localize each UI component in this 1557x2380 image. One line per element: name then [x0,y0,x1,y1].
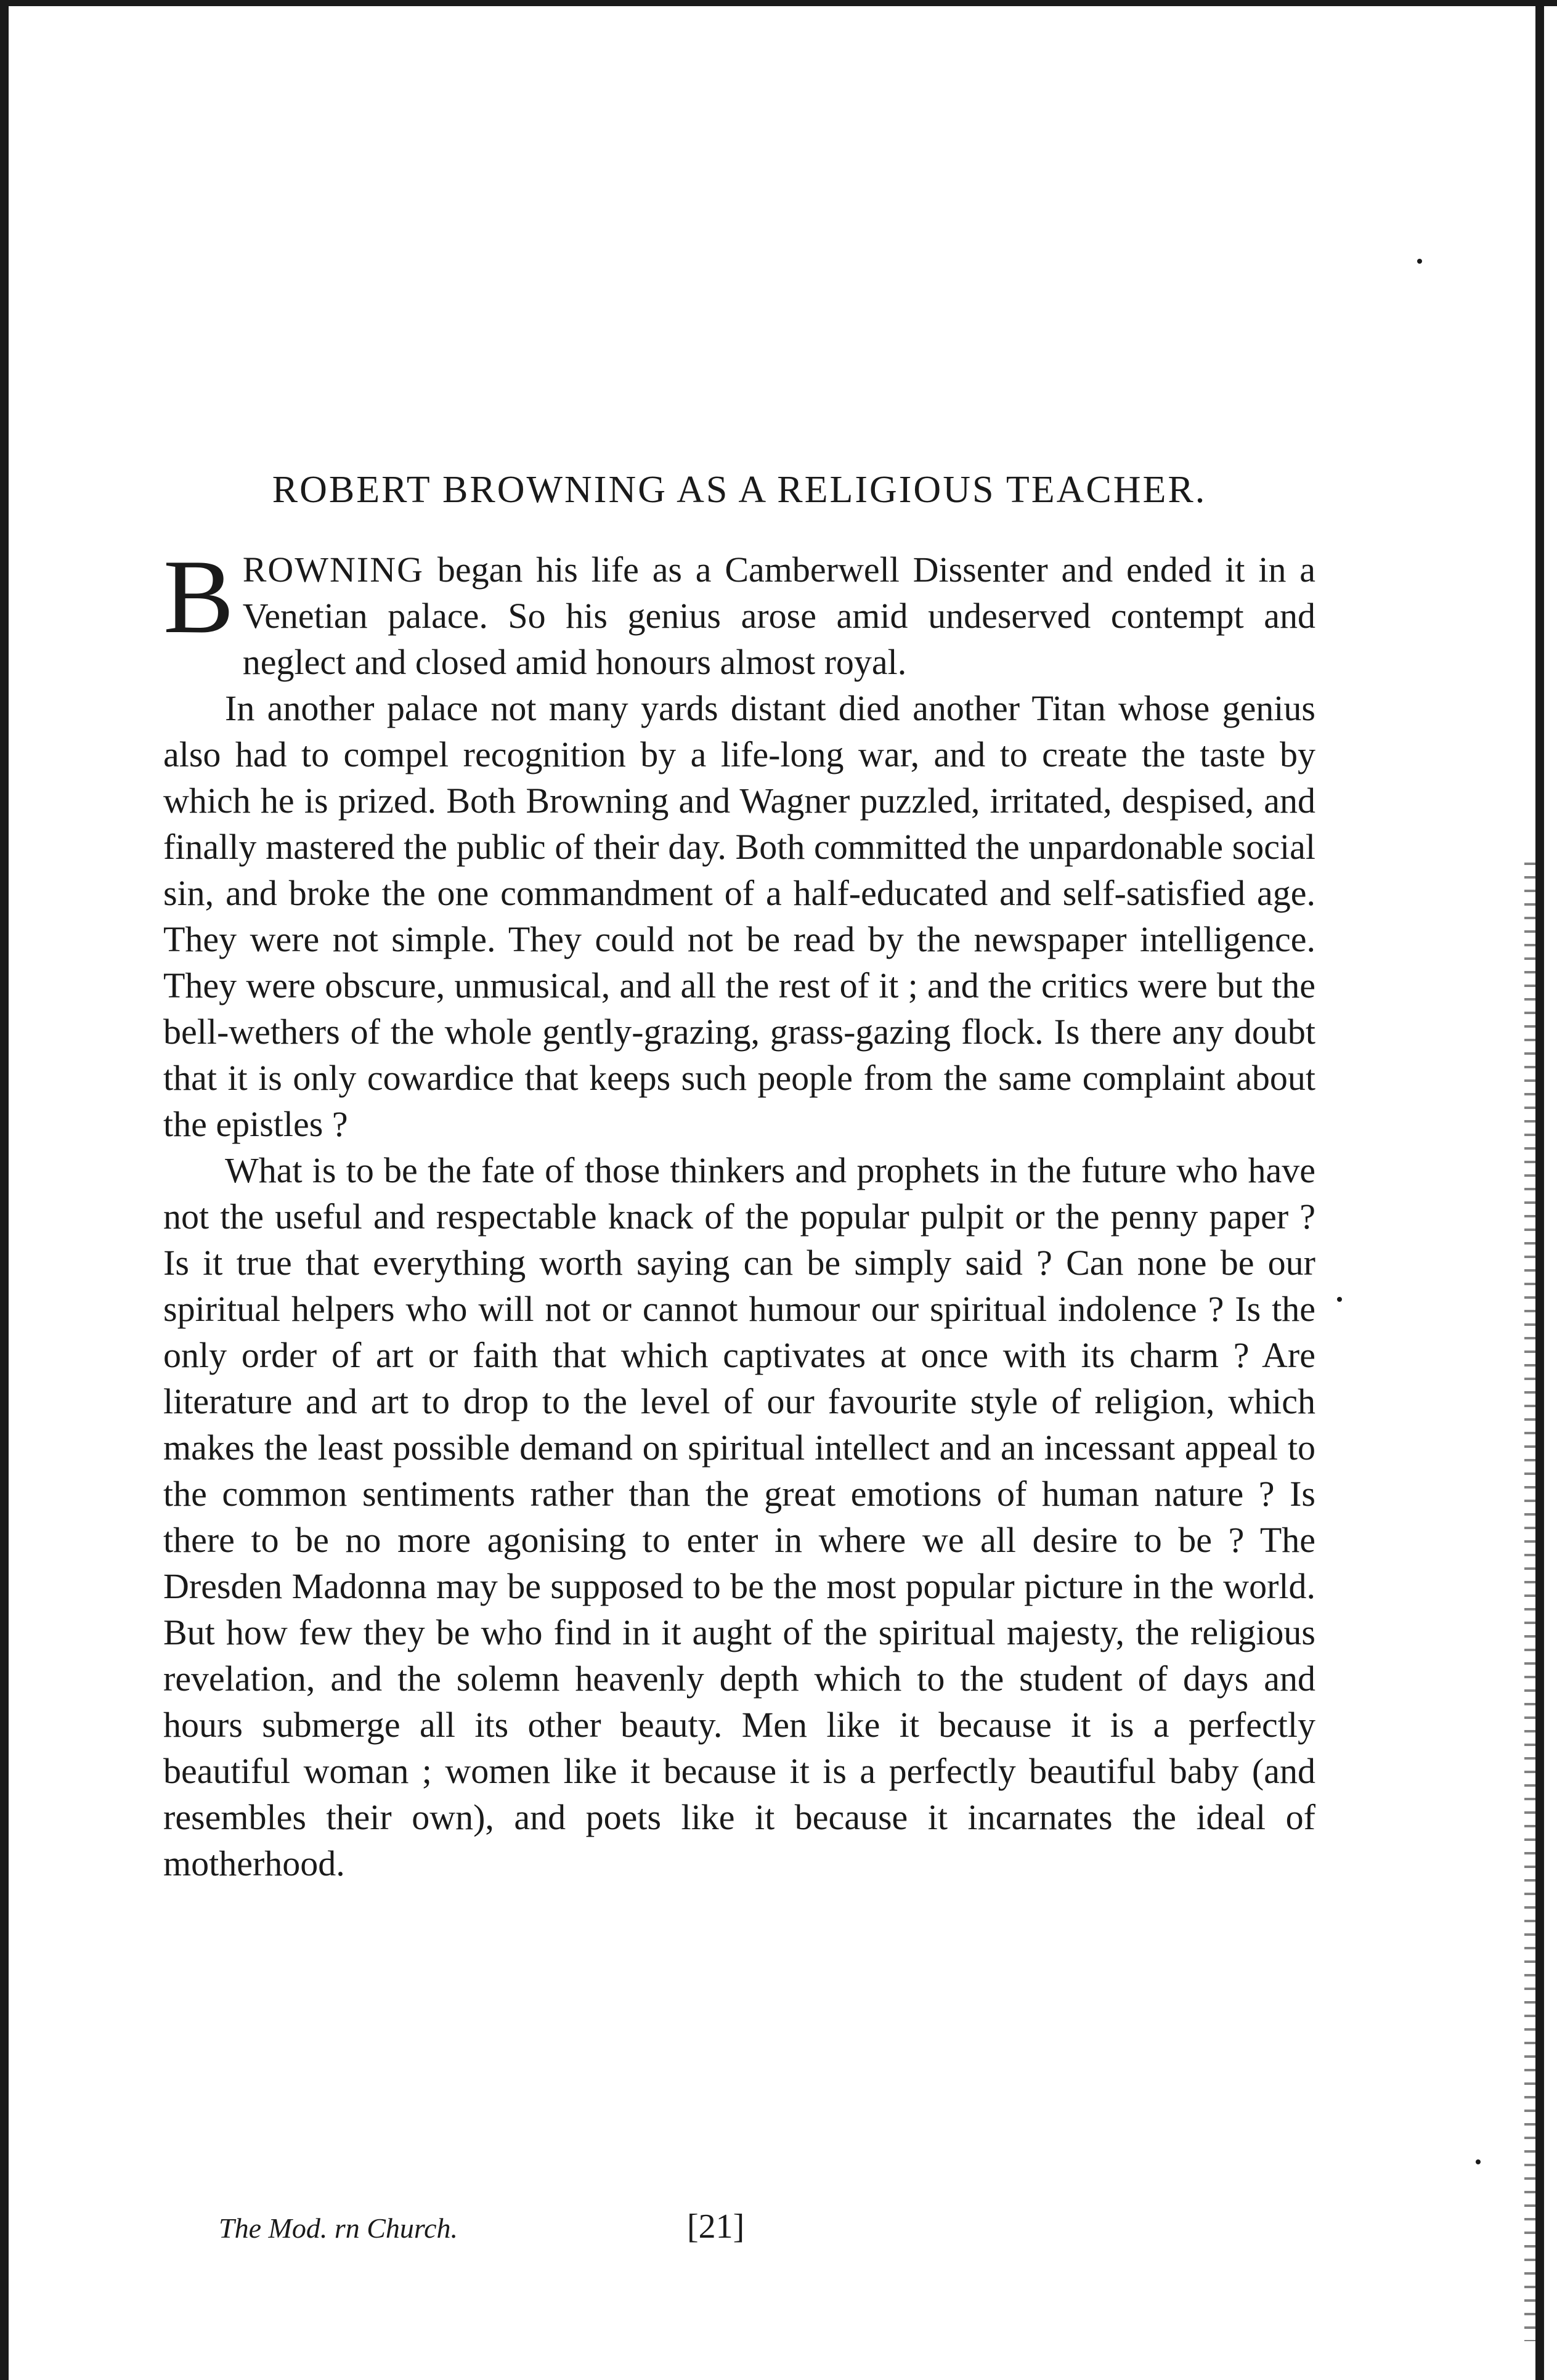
scan-speck [1476,2159,1481,2164]
paragraph-3: What is to be the fate of those thinkers and prophets in the future who have not the useful and respectable knack of the popular pulpit or the penny paper ? Is it true that everything worth saying can be simply said ? Can none be our spiritual helpers who will not or cannot humour our spiritual indolence ? Is the only order of art or faith that which captivates at once with its charm ? Are literature and art to drop to the level of our favourite style of religion, which makes the least possible demand on spiritual intellect and an incessant appeal to the common sentiments rather than the great emotions of human nature ? Is there to be no more agonising to enter in where we all desire to be ? The Dresden Madonna may be supposed to be the most popular picture in the world. But how few they be who find in it aught of the spiritual majesty, the religious revelation, and the solemn heavenly depth which to the student of days and hours submerge all its other beauty. Men like it because it is a perfectly beautiful woman ; women like it because it is a perfectly beautiful baby (and resembles their own), and poets like it because it incarnates the ideal of motherhood. [163,1150,1315,1883]
drop-cap: B [163,538,234,656]
scan-edge-left [0,0,9,2380]
article-title: ROBERT BROWNING AS A RELIGIOUS TEACHER. [272,469,1207,511]
scan-edge-right-marks [1524,863,1535,2341]
article-body [163,468,1315,1887]
scan-edge-top [0,0,1557,6]
scan-speck [1337,1297,1342,1302]
lead-word: ROWNING [242,550,425,590]
paragraph-1 [163,538,1315,685]
scan-edge-right [1535,0,1544,2380]
paragraph-1-text: began his life as a Camberwell Dissenter and ended it in a Venetian palace. So his genius arose amid undeserved contempt and neglect and closed amid honours almost royal. [242,550,1315,682]
journal-signature: The Mod. rn Church. [219,2212,458,2244]
scan-speck [1417,259,1422,264]
paragraph-2: In another palace not many yards distant died another Titan whose genius also had to compel recognition by a life-long war, and to create the taste by which he is prized. Both Browning and Wagner puzzled, irritated, despised, and finally mastered the public of their day. Both committed the unpardonable social sin, and broke the one commandment of a half-educated and self-satisfied age. They were not simple. They could not be read by the newspaper intelligence. They were obscure, unmusical, and all the rest of it ; and the critics were but the bell-wethers of the whole gently-grazing, grass-gazing flock. Is there any doubt that it is only cowardice that keeps such people from the same complaint about the epistles ? [163,688,1315,1144]
page-footer [219,2207,1143,2261]
page-number: [21] [687,2207,745,2246]
